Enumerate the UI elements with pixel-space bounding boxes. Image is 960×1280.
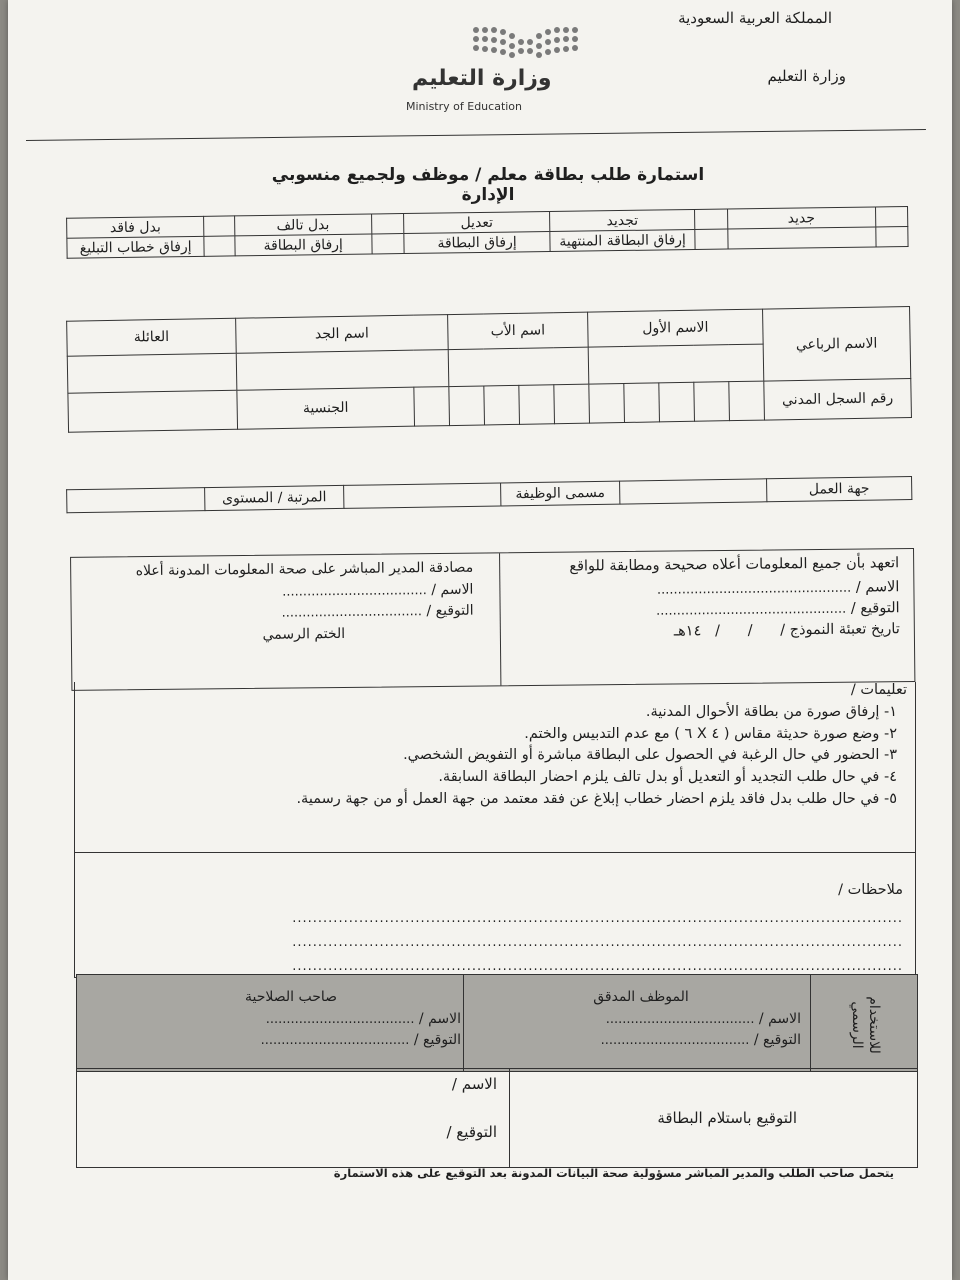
family-name-input[interactable] — [67, 353, 237, 393]
grandfather-name-label: اسم الجد — [236, 315, 449, 354]
blank-cell — [875, 227, 908, 247]
first-name-input[interactable] — [588, 344, 764, 384]
rank-input[interactable] — [67, 488, 205, 513]
form-page — [8, 0, 952, 1280]
father-name-label: اسم الأب — [448, 312, 589, 349]
work-info-table — [66, 476, 912, 513]
declaration-section — [70, 548, 915, 691]
applicant-signature-label: التوقيع / — [850, 600, 900, 617]
auditor-name-field[interactable]: .................................... — [605, 1011, 755, 1027]
attach-card: إرفاق البطاقة — [404, 232, 550, 254]
type-modify: تعديل — [404, 212, 550, 234]
instructions-heading: تعليمات / — [850, 682, 907, 698]
applicant-signature-field[interactable]: .............................................. — [656, 601, 847, 619]
receipt-divider — [509, 1069, 510, 1167]
civil-id-digit[interactable] — [519, 385, 555, 425]
civil-id-digit[interactable] — [694, 382, 730, 422]
civil-id-digit[interactable] — [589, 384, 625, 424]
type-renew: تجديد — [549, 209, 695, 231]
logo-english: Ministry of Education — [406, 100, 523, 113]
attach-card-damaged: إرفاق البطاقة — [235, 234, 372, 256]
attach-expired: إرفاق البطاقة المنتهية — [550, 229, 696, 251]
type-lost: بدل فاقد — [67, 216, 205, 238]
instruction-4: ٤- في حال طلب التجديد أو التعديل أو بدل تالف يلزم احضار البطاقة السابقة. — [438, 769, 897, 785]
civil-id-digit[interactable] — [729, 381, 765, 421]
job-title-input[interactable] — [344, 483, 501, 508]
receipt-signature-label[interactable]: التوقيع / — [446, 1123, 497, 1141]
receipt-section — [76, 1068, 918, 1168]
notes-line[interactable]: ....................................................................................................................... — [292, 959, 903, 974]
manager-name-label: الاسم / — [431, 581, 474, 598]
full-name-label: الاسم الرباعي — [763, 307, 911, 382]
manager-name-field[interactable]: ................................... — [282, 582, 427, 600]
checkbox-new[interactable] — [728, 227, 876, 249]
request-type-table — [66, 206, 908, 259]
official-label-cell — [810, 975, 917, 1071]
auditor-name-label: الاسم / — [758, 1010, 801, 1027]
notes-section — [74, 852, 916, 978]
civil-id-digit[interactable] — [414, 387, 450, 427]
type-new: جديد — [727, 207, 875, 229]
rank-label: المرتبة / المستوى — [205, 485, 344, 510]
manager-approval — [73, 558, 474, 649]
job-title-label: مسمى الوظيفة — [501, 481, 620, 506]
section-divider — [499, 553, 501, 685]
manager-heading: مصادقة المدير المباشر على صحة المعلومات المدونة أعلاه — [135, 559, 474, 580]
authority-name-field[interactable]: .................................... — [265, 1011, 415, 1027]
instruction-3: ٣- الحضور في حال الرغبة في الحصول على البطاقة مباشرة أو التفويض الشخصي. — [403, 747, 897, 764]
civil-id-digit[interactable] — [624, 383, 660, 423]
personal-info-table — [66, 306, 912, 433]
civil-id-digit[interactable] — [484, 385, 520, 425]
manager-signature-field[interactable]: .................................. — [281, 604, 423, 622]
logo-arabic: وزارة التعليم — [412, 66, 552, 91]
authority-block — [121, 987, 461, 1052]
notes-line[interactable]: ....................................................................................................................... — [292, 935, 903, 950]
applicant-name-field[interactable]: ............................................... — [656, 580, 852, 598]
family-name-label: العائلة — [67, 318, 237, 356]
instruction-2: ٢- وضع صورة حديثة مقاس ( ٤ X ٦ ) مع عدم التدبيس والختم. — [524, 725, 897, 742]
civil-id-digit[interactable] — [554, 384, 590, 424]
kingdom-label: المملكة العربية السعودية — [678, 9, 832, 27]
first-name-label: الاسم الأول — [588, 309, 764, 347]
footer-note: يتحمل صاحب الطلب والمدير المباشر مسؤولية صحة البيانات المدونة بعد التوقيع على هذه الاستمارة — [333, 1166, 894, 1180]
checkbox-modify[interactable] — [371, 214, 404, 234]
auditor-block — [481, 987, 801, 1052]
nationality-label: الجنسية — [237, 387, 415, 429]
instruction-1: ١- إرفاق صورة من بطاقة الأحوال المدنية. — [645, 703, 897, 720]
civil-id-label: رقم السجل المدني — [764, 378, 912, 420]
authority-title: صاحب الصلاحية — [244, 989, 338, 1005]
father-name-input[interactable] — [448, 347, 589, 386]
logo-dots-icon — [466, 16, 586, 66]
instruction-5: ٥- في حال طلب بدل فاقد يلزم احضار خطاب إبلاغ عن فقد معتمد من جهة العمل أو من جهة رسمية. — [296, 790, 897, 807]
authority-name-label: الاسم / — [418, 1010, 461, 1027]
ministry-label: وزارة التعليم — [767, 67, 846, 86]
checkbox-damaged[interactable] — [204, 216, 235, 236]
workplace-label: جهة العمل — [767, 477, 912, 502]
blank-cell — [695, 229, 728, 249]
applicant-name-label: الاسم / — [855, 579, 900, 596]
pledge-text: اتعهد بأن جميع المعلومات أعلاه صحيحة ومطابقة للواقع — [569, 555, 900, 575]
notes-heading: ملاحظات / — [838, 882, 903, 898]
work-row — [67, 477, 912, 513]
fill-date[interactable]: تاريخ تعبئة النموذج / / / ١٤هـ — [673, 621, 900, 640]
receipt-label: التوقيع باستلام البطاقة — [657, 1109, 797, 1127]
official-use-section — [76, 974, 918, 1072]
civil-id-digit[interactable] — [449, 386, 485, 426]
header-divider — [26, 129, 926, 141]
receipt-name-label[interactable]: الاسم / — [451, 1075, 497, 1093]
workplace-input[interactable] — [620, 479, 767, 504]
civil-id-digit[interactable] — [659, 382, 695, 422]
blank-cell — [875, 207, 908, 227]
attach-report: إرفاق خطاب التبليغ — [67, 236, 205, 258]
grandfather-name-input[interactable] — [236, 350, 449, 391]
official-use-label: للاستخدام الرسمي — [849, 996, 882, 1054]
ministry-logo — [406, 12, 586, 112]
instructions-block — [107, 680, 907, 811]
applicant-pledge — [509, 553, 900, 644]
type-damaged: بدل تالف — [234, 214, 371, 236]
official-stamp: الختم الرسمي — [262, 626, 346, 643]
instructions-section — [74, 682, 916, 853]
official-divider — [463, 975, 464, 1071]
authority-signature-field[interactable]: .................................... — [260, 1033, 410, 1049]
auditor-signature-field[interactable]: .................................... — [600, 1033, 750, 1049]
auditor-title: الموظف المدقق — [593, 989, 689, 1005]
blank-cell — [372, 234, 405, 254]
notes-line[interactable]: ....................................................................................................................... — [292, 911, 903, 926]
authority-signature-label: التوقيع / — [413, 1032, 461, 1049]
manager-signature-label: التوقيع / — [426, 602, 474, 620]
nationality-input[interactable] — [68, 390, 238, 432]
auditor-signature-label: التوقيع / — [753, 1032, 801, 1049]
checkbox-renew[interactable] — [695, 209, 728, 229]
header-right — [678, 8, 846, 87]
form-title: استمارة طلب بطاقة معلم / موظف ولجميع منسوبي الإدارة — [271, 165, 705, 205]
checkbox-lost[interactable] — [204, 236, 235, 256]
